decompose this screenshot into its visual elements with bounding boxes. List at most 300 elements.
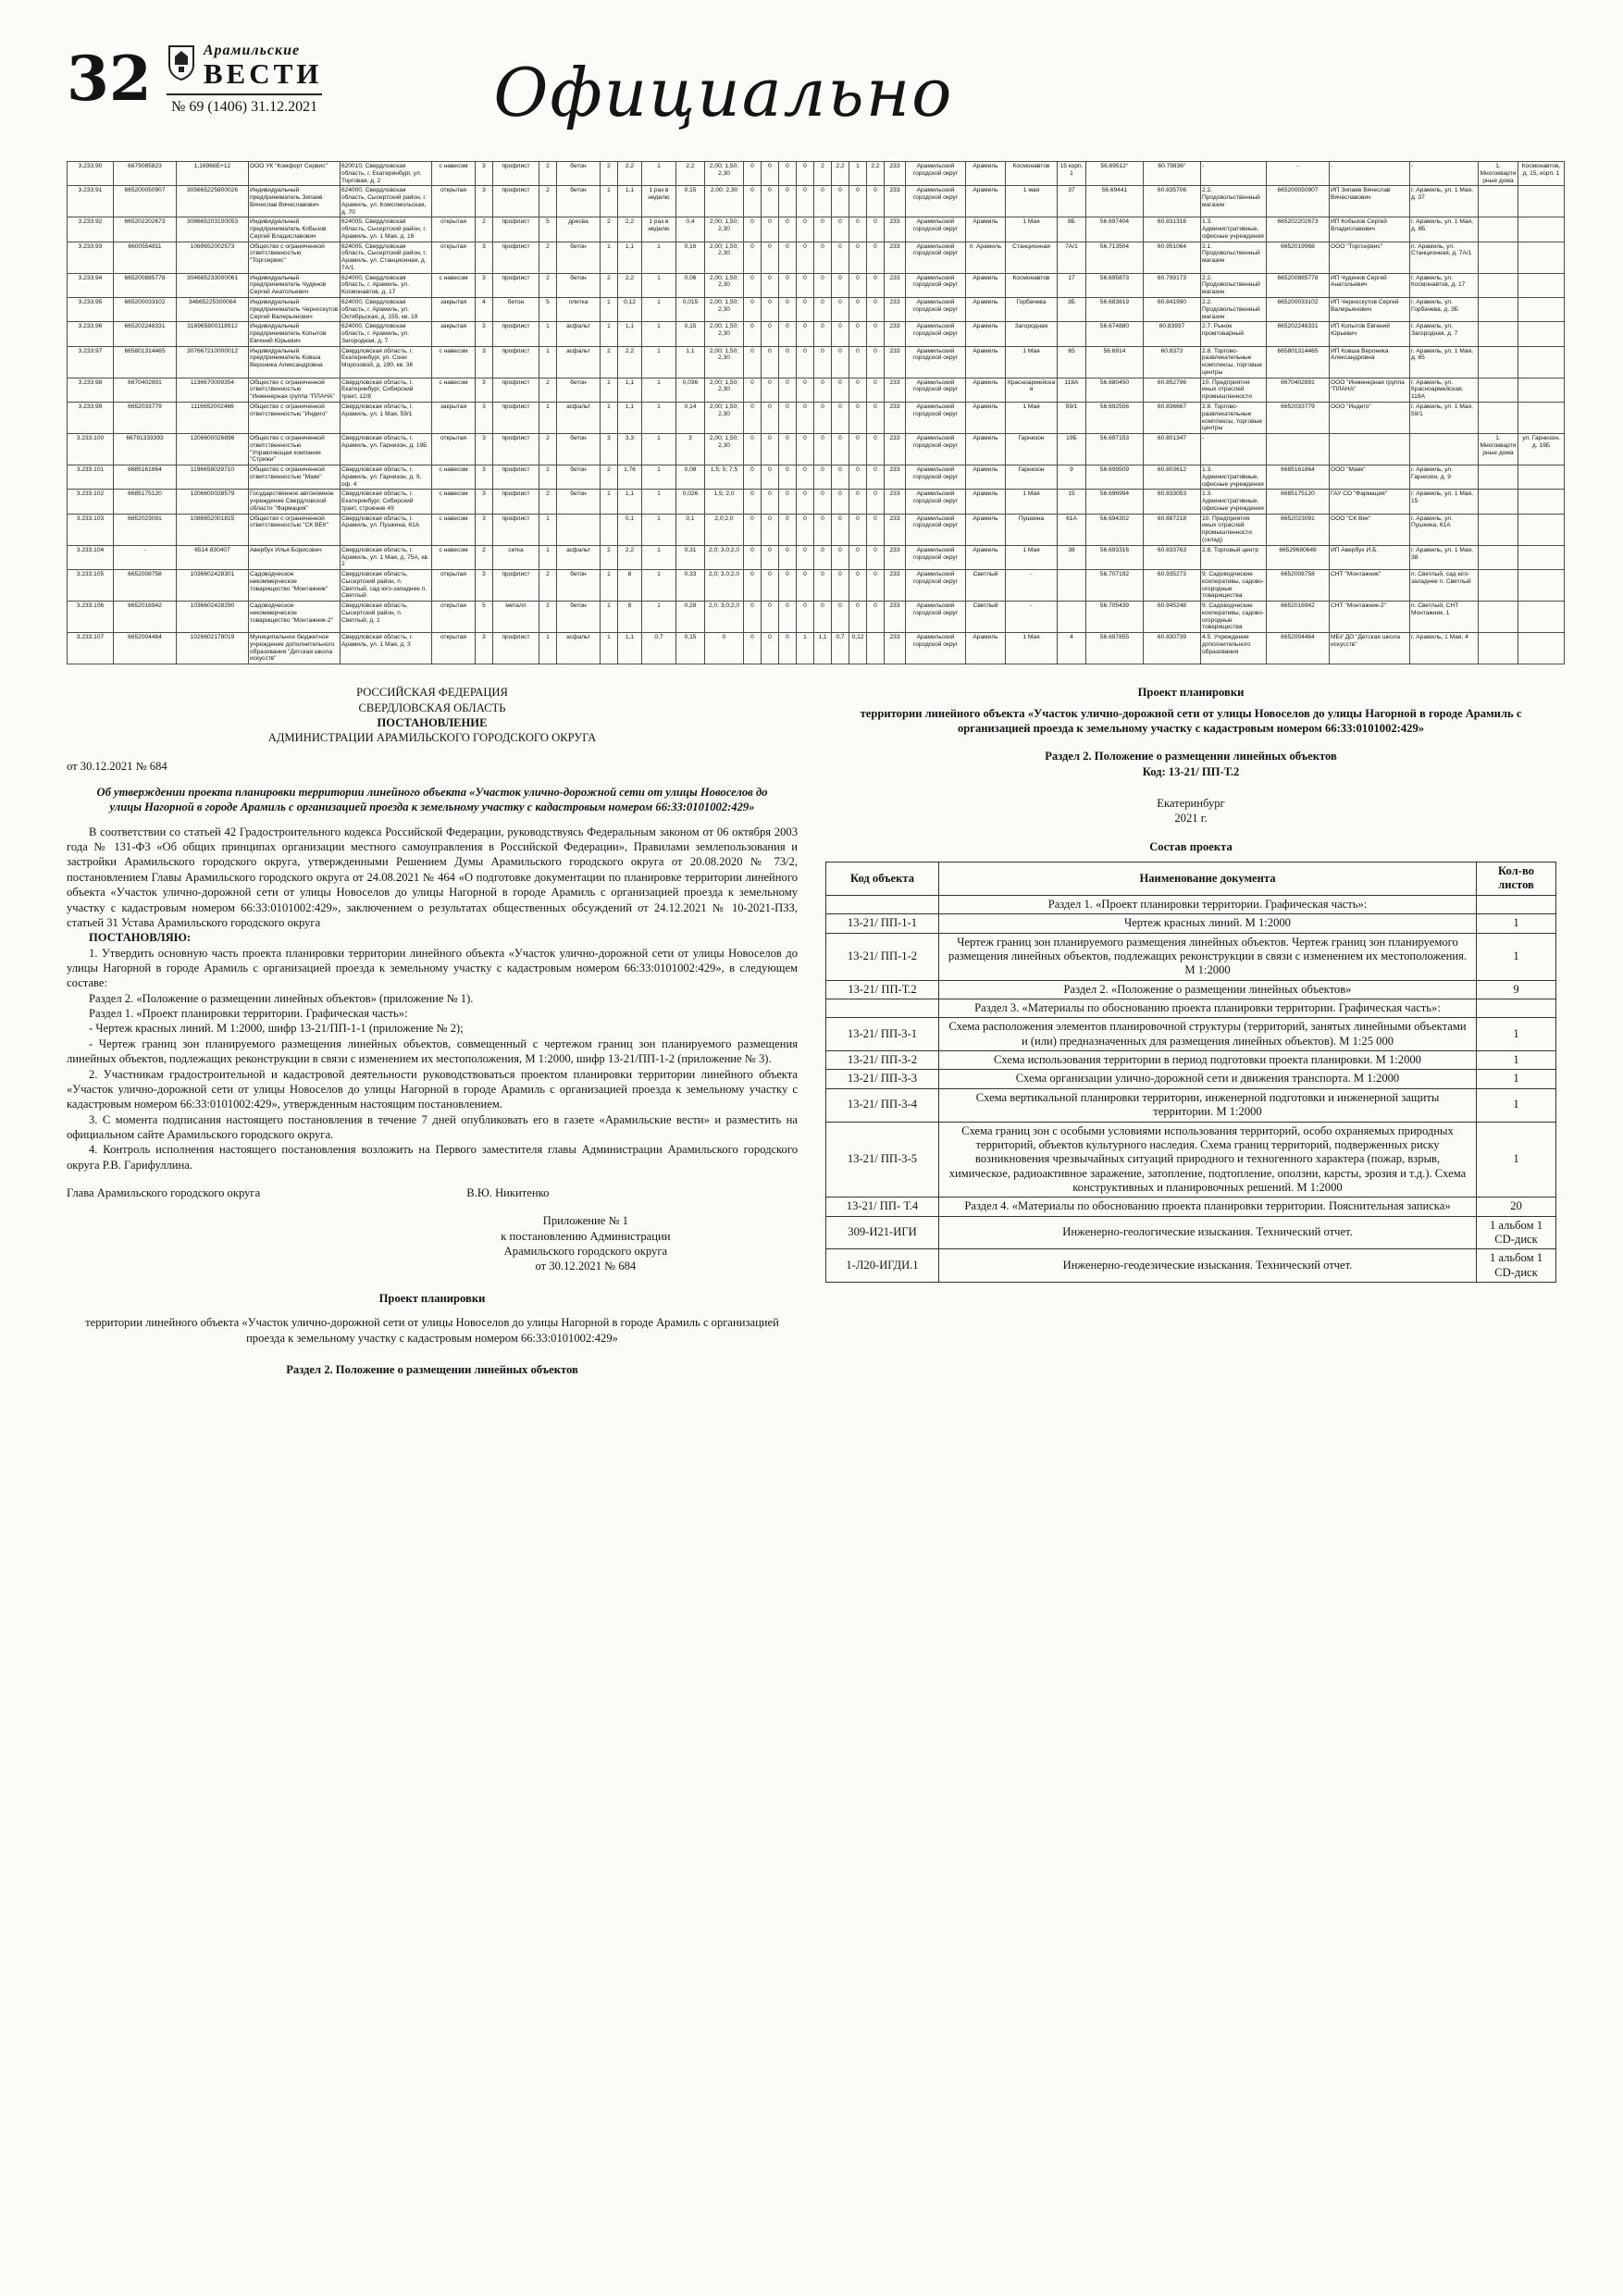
- cell: 0: [762, 186, 779, 217]
- cell: 624005, Свердловская область, Сысертский район, г. Арамиль, ул. Станционная, д. 7А/1: [341, 242, 432, 273]
- cell: 307667210000012: [177, 346, 249, 378]
- cell: ИП Кобызов Сергей Владиславович: [1330, 217, 1410, 242]
- cell: 6652023091: [1267, 514, 1330, 545]
- cell: Чертеж границ зон планируемого размещения линейных объектов. Чертеж границ зон планируемого размещения линейных объектов, подлежащих реконструкции в связи с изменением их местоположения. М 1:2000: [939, 933, 1477, 980]
- cell: 1,1: [618, 633, 642, 664]
- cell: Индивидуальный предприниматель Ковша Вероника Александровна: [249, 346, 341, 378]
- cell: 3: [601, 434, 618, 465]
- newspaper-name-top: Арамильские: [203, 43, 301, 58]
- cell: 1 альбом 1 CD-диск: [1477, 1216, 1556, 1249]
- cell: 56.694302: [1086, 514, 1144, 545]
- cell: Свердловская область, г. Екатеринбург, Сибирский тракт, строение 49: [341, 490, 432, 514]
- cell: 0,28: [676, 602, 705, 633]
- cell: 0: [779, 465, 797, 490]
- cell: 6685175120: [114, 490, 177, 514]
- cell: [1518, 186, 1565, 217]
- paragraph: от 30.12.2021 № 684: [535, 1260, 637, 1273]
- paragraph: к постановлению Администрации: [501, 1229, 671, 1243]
- cell: [1518, 298, 1565, 322]
- cell: 3: [676, 434, 705, 465]
- decree-signature: [67, 1185, 549, 1200]
- cell: 0: [762, 322, 779, 346]
- cell: ООО "Торгсервис": [1330, 242, 1410, 273]
- text-columns: [67, 685, 1556, 1377]
- cell: 56.707192: [1086, 570, 1144, 602]
- cell: 3: [476, 322, 493, 346]
- cell: 1069652002573: [177, 242, 249, 273]
- cell: 0: [867, 545, 885, 569]
- cell: 3Б: [1058, 298, 1086, 322]
- cell: 665202248331: [114, 322, 177, 346]
- decree-project-subject: территории линейного объекта «Участок улично-дорожной сети от улицы Новоселов до улицы Нагорной в городе Арамиль с организацией проезда к земельному участку с кадастровым номером 66:33:0101002:429»: [85, 1316, 779, 1345]
- cell: Свердловская область, г. Арамиль, ул. Гарнизон, д. 19Б: [341, 434, 432, 465]
- cell: 8Б: [1058, 217, 1086, 242]
- cell: 233: [885, 322, 906, 346]
- table-row: [68, 545, 1565, 569]
- cell: 308665203100053: [177, 217, 249, 242]
- cell: 1. Многоквартирные дома: [1479, 434, 1518, 465]
- cell: 0: [867, 298, 885, 322]
- cell: 1: [1477, 1018, 1556, 1051]
- cell: 0: [867, 465, 885, 490]
- cell: открытая: [432, 186, 476, 217]
- cell: 1: [539, 402, 557, 433]
- cell: 4: [1058, 633, 1086, 664]
- cell: 665200050907: [1267, 186, 1330, 217]
- cell: 56.696994: [1086, 490, 1144, 514]
- cell: Арамиль: [966, 273, 1006, 297]
- cell: ИП Авербух И.Б.: [1330, 545, 1410, 569]
- cell: 2,0; 3,0;2,0: [705, 545, 744, 569]
- cell: Арамиль: [966, 514, 1006, 545]
- cell: [1518, 378, 1565, 402]
- cell: 2: [539, 490, 557, 514]
- paragraph: 3. С момента подписания настоящего постановления в течение 7 дней опубликовать его в газете «Арамильские вести» и разместить на официальном сайте Арамильского городского округа.: [67, 1112, 798, 1141]
- cell: -: [1330, 162, 1410, 186]
- cell: 0: [814, 465, 832, 490]
- cell: 0,15: [676, 322, 705, 346]
- cell: -: [1201, 162, 1267, 186]
- cell: 0: [744, 434, 762, 465]
- cell: 6652004464: [1267, 633, 1330, 664]
- cell: 1206600028579: [177, 490, 249, 514]
- cell: 2: [539, 242, 557, 273]
- paragraph: - Чертеж границ зон планируемого размещения линейных объектов, совмещенный с чертежом границ зон планируемого размещения линейных объектов, подлежащих реконструкции в связи с изменением их местоположения, М 1:2000, шифр 13-21/ПП-1-2 (приложение № 3).: [67, 1036, 798, 1066]
- decree-project-title: Проект планировки: [378, 1291, 486, 1305]
- cell: -: [1006, 602, 1058, 633]
- cell: 0: [867, 402, 885, 433]
- cell: 3,3: [618, 434, 642, 465]
- cell: 305665225800026: [177, 186, 249, 217]
- cell: 60.830739: [1144, 633, 1201, 664]
- cell: 665202202673: [1267, 217, 1330, 242]
- cell: Свердловская область, г. Арамиль, ул. Пушкина, 61А: [341, 514, 432, 545]
- cell: Арамиль: [966, 346, 1006, 378]
- cell: 2,00; 1,50; 2,30: [705, 242, 744, 273]
- cell: 60.951064: [1144, 242, 1201, 273]
- cell: 2,2: [618, 273, 642, 297]
- cell: 66529680648: [1267, 545, 1330, 569]
- cell: 0,015: [676, 298, 705, 322]
- cell: с навесом: [432, 346, 476, 378]
- cell: 0: [867, 242, 885, 273]
- cell: 9: [1477, 980, 1556, 999]
- cell: Арамильский городской округ: [906, 633, 966, 664]
- cell: 316965800118912: [177, 322, 249, 346]
- project-city: Екатеринбург: [1157, 797, 1225, 811]
- cell: 1206600026896: [177, 434, 249, 465]
- cell: 60.935273: [1144, 570, 1201, 602]
- cell: 3.233.92: [68, 217, 114, 242]
- cell: 17: [1058, 273, 1086, 297]
- cell: 2: [476, 545, 493, 569]
- cell: Свердловская область, Сысертский район, п. Светлый, д. 1: [341, 602, 432, 633]
- cell: Арамильский городской округ: [906, 217, 966, 242]
- cell: 2.8. Торгово-развлекательные комплексы, торговые центры: [1201, 402, 1267, 433]
- cell: 233: [885, 514, 906, 545]
- cell: 0: [744, 346, 762, 378]
- decree-preamble: В соответствии со статьей 42 Градостроительного кодекса Российской Федерации, руководствуясь Федеральным законом от 06 октября 2003 года № 131-ФЗ «Об общих принципах организации местного самоуправления в Российской Федерации», Правилами землепользования и застройки Арамильского городского округа, утвержденными Решением Думы Арамильского городского округа от 20.08.2020 № 73/2, постановлением Главы Арамильского городского округа от 24.08.2021 № 464 «О подготовке документации по планировке территории линейного объекта «Участок улично-дорожной сети от улицы Новоселов до улицы Нагорной в городе Арамиль с организацией проезда к земельному участку с кадастровым номером 66:33:0101002:429», заключением о результатах общественных обсуждений от 24.12.2021 № 10-2021-ПЗЗ, статьей 31 Устава Арамильского городского округа: [67, 825, 798, 929]
- cell: 66791333393: [114, 434, 177, 465]
- cell: 1: [642, 402, 676, 433]
- cell: Арамильский городской округ: [906, 434, 966, 465]
- cell: 0: [814, 545, 832, 569]
- cell: профлист: [493, 570, 539, 602]
- cell: 0: [814, 490, 832, 514]
- cell: 60.852796: [1144, 378, 1201, 402]
- cell: Схема использования территории в период подготовки проекта планировки. М 1:2000: [939, 1051, 1477, 1070]
- table-row: [826, 980, 1556, 999]
- signature-title: Глава Арамильского городского округа: [67, 1186, 261, 1200]
- cell: 1.3. Административные, офисные учреждения: [1201, 217, 1267, 242]
- cell: 3.233.91: [68, 186, 114, 217]
- cell: 1,1: [618, 378, 642, 402]
- cell: 1: [642, 490, 676, 514]
- cell: бетон: [557, 378, 601, 402]
- cell: ООО "Маяк": [1330, 465, 1410, 490]
- cell: 0: [797, 545, 814, 569]
- cell: 6670402891: [114, 378, 177, 402]
- cell: Арамиль: [966, 434, 1006, 465]
- cell: г. Арамиль, ул. Космонавтов, д. 17: [1410, 273, 1479, 297]
- cell: 1: [642, 322, 676, 346]
- cell: СНТ "Монтажник-2": [1330, 602, 1410, 633]
- cell: 0: [762, 633, 779, 664]
- paragraph: Приложение № 1: [542, 1214, 628, 1228]
- cell: закрытая: [432, 402, 476, 433]
- cell: [1518, 402, 1565, 433]
- cell: 1: [539, 346, 557, 378]
- cell: 2.2. Продовольственный магазин: [1201, 186, 1267, 217]
- cell: Арамильский городской округ: [906, 346, 966, 378]
- table-row: [826, 1216, 1556, 1249]
- project-subject: территории линейного объекта «Участок улично-дорожной сети от улицы Новоселов до улицы Нагорной в городе Арамиль с организацией проезда к земельному участку с кадастровым номером 66:33:0101002:429»: [860, 706, 1522, 735]
- cell: 60.836667: [1144, 402, 1201, 433]
- cell: Свердловская область, г. Арамиль, ул. Гарнизон, д. 9, оф. 4: [341, 465, 432, 490]
- cell: 0: [867, 273, 885, 297]
- cell: Схема организации улично-дорожной сети и движения транспорта. М 1:2000: [939, 1070, 1477, 1088]
- cell: 2: [601, 273, 618, 297]
- cell: 0,12: [849, 633, 867, 664]
- cell: ИП Ковша Вероника Александровна: [1330, 346, 1410, 378]
- cell: Схема вертикальной планировки территории, инженерной подготовки и инженерной защиты территории. М 1:2000: [939, 1088, 1477, 1122]
- table-row: [68, 570, 1565, 602]
- cell: 0: [849, 242, 867, 273]
- cell: 13-21/ ПП-3-5: [826, 1122, 939, 1198]
- cell: 0: [762, 378, 779, 402]
- cell: 1 Мая: [1006, 545, 1058, 569]
- cell: открытая: [432, 633, 476, 664]
- cell: 61А: [1058, 514, 1086, 545]
- cell: 56.697153: [1086, 434, 1144, 465]
- table-row: [826, 1122, 1556, 1198]
- cell: 2: [539, 162, 557, 186]
- cell: 0: [849, 402, 867, 433]
- cell: г. Арамиль, ул. 1 Мая, д. 8Б: [1410, 217, 1479, 242]
- paragraph: Раздел 2. «Положение о размещении линейных объектов» (приложение № 1).: [89, 991, 474, 1005]
- cell: 34665225300064: [177, 298, 249, 322]
- cell: 0: [744, 186, 762, 217]
- cell: 3: [476, 186, 493, 217]
- cell: ООО "Индиго": [1330, 402, 1410, 433]
- cell: 60.8372: [1144, 346, 1201, 378]
- cell: бетон: [557, 273, 601, 297]
- cell: 0: [797, 162, 814, 186]
- cell: 19Б: [1058, 434, 1086, 465]
- cell: Арамильский городской округ: [906, 570, 966, 602]
- cell: 60.835706: [1144, 186, 1201, 217]
- cell: 0: [832, 570, 849, 602]
- cell: бетон: [557, 434, 601, 465]
- cell: 1: [539, 322, 557, 346]
- cell: 0: [744, 322, 762, 346]
- cell: 56.692556: [1086, 402, 1144, 433]
- cell: [1479, 378, 1518, 402]
- cell: 1: [797, 633, 814, 664]
- cell: 2,0; 3,0;2,0: [705, 602, 744, 633]
- cell: 1.3. Административные, офисные учреждения: [1201, 490, 1267, 514]
- cell: 2,2: [618, 217, 642, 242]
- cell: 6685161864: [1267, 465, 1330, 490]
- cell: [1477, 999, 1556, 1017]
- decree-resolve-label: ПОСТАНОВЛЯЮ:: [89, 931, 192, 945]
- cell: 0: [814, 186, 832, 217]
- cell: [1518, 570, 1565, 602]
- cell: г. Арамиль, ул. 1 Мая, 59/1: [1410, 402, 1479, 433]
- cell: 0: [744, 217, 762, 242]
- cell: 59/1: [1058, 402, 1086, 433]
- cell: 0: [832, 434, 849, 465]
- cell: [1518, 514, 1565, 545]
- cell: бетон: [557, 602, 601, 633]
- cell: 0: [832, 273, 849, 297]
- decree-subject: Об утверждении проекта планировки территории линейного объекта «Участок улично-дорожной сети от улицы Новоселов до улицы Нагорной в городе Арамиль с организацией проезда к земельному участку с кадастровым номером 66:33:0101002:429»: [96, 786, 768, 814]
- cell: 3.233.106: [68, 602, 114, 633]
- cell: 0: [849, 514, 867, 545]
- cell: Садоводческое некоммерческое товарищество "Монтажник": [249, 570, 341, 602]
- cell: 233: [885, 273, 906, 297]
- cell: г. Арамиль, ул. Пушкина, 61А: [1410, 514, 1479, 545]
- newspaper-name-bottom: ВЕСТИ: [203, 57, 323, 90]
- cell: 13-21/ ПП-1-1: [826, 914, 939, 933]
- cell: 0: [832, 217, 849, 242]
- cell: 13-21/ ПП-3-4: [826, 1088, 939, 1122]
- cell: [1479, 273, 1518, 297]
- cell: п. Арамиль, ул. Станционная, д. 7А/1: [1410, 242, 1479, 273]
- cell: 0: [762, 465, 779, 490]
- cell: Арамильский городской округ: [906, 490, 966, 514]
- cell: 6600554811: [114, 242, 177, 273]
- cell: 0: [797, 378, 814, 402]
- cell: 0: [849, 434, 867, 465]
- cell: Арамильский городской округ: [906, 378, 966, 402]
- cell: 3: [476, 273, 493, 297]
- cell: Авербух Илья Борисович: [249, 545, 341, 569]
- cell: ул. Гарнизон, д. 19Б: [1518, 434, 1565, 465]
- cell: 2: [601, 162, 618, 186]
- cell: 1 Мая: [1006, 346, 1058, 378]
- cell: [826, 895, 939, 913]
- cell: профлист: [493, 162, 539, 186]
- cell: Муниципальное бюджетное учреждение дополнительного образования "Детская школа искусств": [249, 633, 341, 664]
- newspaper-brand: [167, 43, 323, 116]
- cell: ООО "СК Век": [1330, 514, 1410, 545]
- cell: 0: [814, 514, 832, 545]
- cell: 1: [1477, 1088, 1556, 1122]
- cell: 56.69441: [1086, 186, 1144, 217]
- cell: [557, 514, 601, 545]
- cell: 665801314465: [1267, 346, 1330, 378]
- cell: 56.697404: [1086, 217, 1144, 242]
- cell: 2,2: [618, 162, 642, 186]
- cell: бетон: [557, 242, 601, 273]
- cell: 6652016942: [1267, 602, 1330, 633]
- cell: 2,00; 1,50; 2,30: [705, 402, 744, 433]
- cell: [1479, 217, 1518, 242]
- cell: 0: [762, 545, 779, 569]
- cell: 3: [476, 378, 493, 402]
- cell: 0: [744, 602, 762, 633]
- cell: 1 Мая: [1006, 217, 1058, 242]
- cell: 6685161864: [114, 465, 177, 490]
- cell: 3: [476, 490, 493, 514]
- masthead: [67, 43, 1556, 152]
- cell: [826, 999, 939, 1017]
- cell: 1: [642, 273, 676, 297]
- cell: 665200033102: [1267, 298, 1330, 322]
- cell: 0: [779, 273, 797, 297]
- table-row: [826, 1249, 1556, 1283]
- cell: 0: [779, 545, 797, 569]
- cell: сетка: [493, 545, 539, 569]
- cell: 1,1: [814, 633, 832, 664]
- cell: [1330, 434, 1410, 465]
- cell: 0: [744, 490, 762, 514]
- cell: 2: [539, 186, 557, 217]
- cell: ИП Копытов Евгений Юрьевич: [1330, 322, 1410, 346]
- cell: Арамильский городской округ: [906, 465, 966, 490]
- cell: Раздел 4. «Материалы по обоснованию проекта планировки территории. Пояснительная записка»: [939, 1198, 1477, 1216]
- cell: 1,1: [676, 346, 705, 378]
- cell: 233: [885, 217, 906, 242]
- cell: МБУ ДО "Детская школа искусств": [1330, 633, 1410, 664]
- cell: 2.1. Продовольственный магазин: [1201, 242, 1267, 273]
- cell: Загородная: [1006, 322, 1058, 346]
- cell: Арамильский городской округ: [906, 298, 966, 322]
- table-row: [826, 999, 1556, 1017]
- cell: [1479, 465, 1518, 490]
- cell: ИП Черноскутов Сергей Валерьянович: [1330, 298, 1410, 322]
- cell: 233: [885, 162, 906, 186]
- cell: 2.7. Рынок промтоварный: [1201, 322, 1267, 346]
- cell: 3.233.97: [68, 346, 114, 378]
- decree-items: [67, 946, 798, 1173]
- cell: 1116652002466: [177, 402, 249, 433]
- cell: 0: [705, 633, 744, 664]
- cell: 0: [867, 514, 885, 545]
- cell: [1479, 186, 1518, 217]
- cell: [1518, 242, 1565, 273]
- cell: [1518, 346, 1565, 378]
- cell: 0,31: [676, 545, 705, 569]
- cell: 0: [762, 402, 779, 433]
- cell: Индивидуальный предприниматель Зипаев Вячеслав Вячеславович: [249, 186, 341, 217]
- cell: 2.2. Продовольственный магазин: [1201, 298, 1267, 322]
- cell: 0: [779, 514, 797, 545]
- table-row: [68, 298, 1565, 322]
- cell: 0: [797, 298, 814, 322]
- project-column: [825, 685, 1556, 1377]
- cell: 0: [779, 602, 797, 633]
- table-row: [68, 217, 1565, 242]
- cell: Арамильский городской округ: [906, 162, 966, 186]
- cell: 3.233.105: [68, 570, 114, 602]
- cell: 0: [832, 186, 849, 217]
- cell: 3: [476, 242, 493, 273]
- cell: 0: [762, 242, 779, 273]
- cell: г. Арамиль, ул. 1 Мая, д. 37: [1410, 186, 1479, 217]
- cell: 10. Предприятия иных отраслей промышленности (склад): [1201, 514, 1267, 545]
- cell: 0: [779, 322, 797, 346]
- cell: Пушкина: [1006, 514, 1058, 545]
- cell: 0: [779, 186, 797, 217]
- table-row: [68, 402, 1565, 433]
- decree-country: РОССИЙСКАЯ ФЕДЕРАЦИЯ: [356, 686, 508, 700]
- cell: 0: [832, 490, 849, 514]
- cell: 60.945248: [1144, 602, 1201, 633]
- composition-table: [825, 862, 1556, 1283]
- cell: 1: [1477, 1070, 1556, 1088]
- column-header-code: Код объекта: [826, 863, 939, 896]
- cell: 6652023091: [114, 514, 177, 545]
- cell: 3: [476, 570, 493, 602]
- cell: Арамиль: [966, 378, 1006, 402]
- cell: 665200050907: [114, 186, 177, 217]
- cell: 233: [885, 570, 906, 602]
- cell: 1 раз в неделю: [642, 186, 676, 217]
- cell: 13-21/ ПП-Т.2: [826, 980, 939, 999]
- cell: 0: [762, 434, 779, 465]
- cell: СНТ "Монтажник": [1330, 570, 1410, 602]
- cell: 2: [601, 346, 618, 378]
- cell: 1: [601, 242, 618, 273]
- cell: 0: [849, 346, 867, 378]
- cell: 1: [642, 465, 676, 490]
- cell: Свердловская область, г. Екатеринбург, Сибирский тракт, 12/8: [341, 378, 432, 402]
- cell: открытая: [432, 217, 476, 242]
- cell: 0: [814, 322, 832, 346]
- cell: 56.713504: [1086, 242, 1144, 273]
